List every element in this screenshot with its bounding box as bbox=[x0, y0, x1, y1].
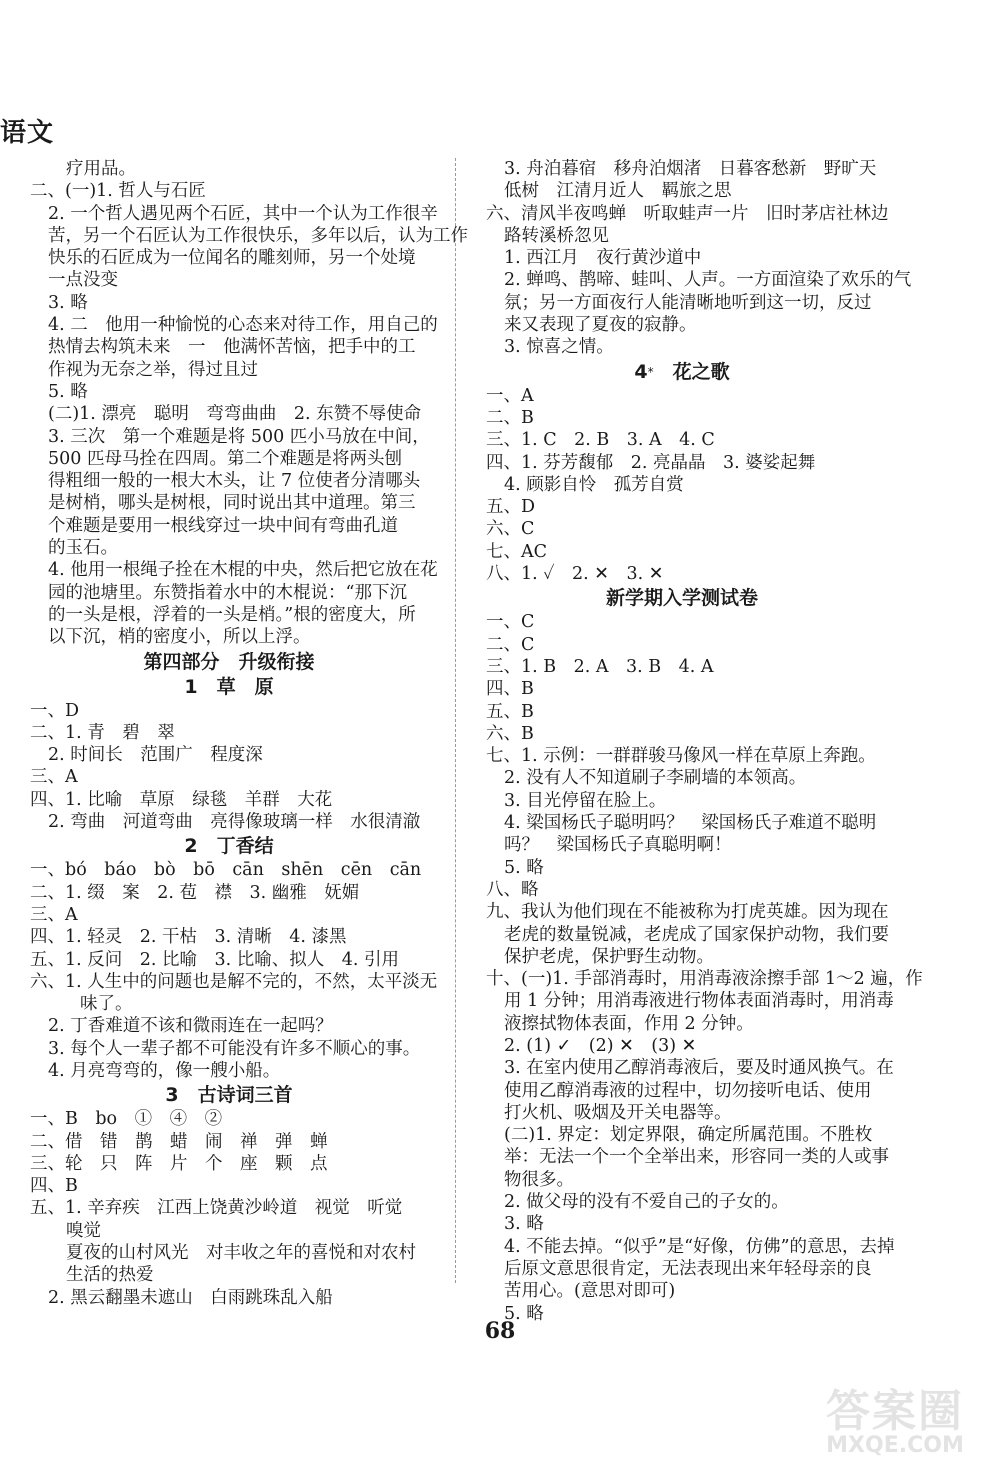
answer-line: 4. 顾影自怜 孤芳自赏 bbox=[504, 474, 684, 495]
answer-line: 5. 略 bbox=[48, 381, 88, 402]
answer-line: (二)1. 漂亮 聪明 弯弯曲曲 2. 东赞不辱使命 bbox=[48, 404, 422, 425]
answer-line: 3. 略 bbox=[504, 1214, 544, 1235]
answer-line: 苦，另一个石匠认为工作很快乐，多年以后，认为工作 bbox=[48, 225, 468, 246]
answer-line: 四、1. 芬芳馥郁 2. 亮晶晶 3. 婆娑起舞 bbox=[486, 452, 816, 473]
answer-line: 1. 西江月 夜行黄沙道中 bbox=[504, 248, 702, 269]
answer-line: (二)1. 界定：划定界限，确定所属范围。不胜枚 bbox=[504, 1125, 873, 1146]
answer-line: 个难题是要用一根线穿过一块中间有弯曲孔道 bbox=[48, 515, 398, 536]
answer-line: 3. 目光停留在脸上。 bbox=[504, 790, 667, 811]
answer-line: 2. 弯曲 河道弯曲 亮得像玻璃一样 水很清澈 bbox=[48, 812, 421, 833]
answer-line: 六、清风半夜鸣蝉 听取蛙声一片 旧时茅店社林边 bbox=[486, 203, 889, 224]
answer-line: 一、bó báo bò bō cān shēn cēn cān bbox=[30, 860, 422, 881]
watermark-url: MXQE.COM bbox=[826, 1433, 964, 1458]
answer-line: 后原文意思很肯定，无法表现出来年轻母亲的良 bbox=[504, 1258, 872, 1279]
answer-line: 路转溪桥忽见 bbox=[504, 225, 609, 246]
answer-line: 来又表现了夏夜的寂静。 bbox=[504, 315, 697, 336]
answer-line: 疗用品。 bbox=[66, 159, 136, 179]
answer-line: 三、A bbox=[30, 767, 78, 788]
answer-line: 以下沉，梢的密度小，所以上浮。 bbox=[48, 627, 311, 648]
answer-line: 2. 黑云翻墨未遮山 白雨跳珠乱入船 bbox=[48, 1287, 333, 1308]
answer-line: 使用乙醇消毒液的过程中，切勿接听电话、使用 bbox=[504, 1080, 872, 1101]
answer-line: 500 匹母马拴在四周。第二个难题是将两头刨 bbox=[48, 448, 402, 469]
answer-line: 的一头是根，浮着的一头是梢。”根的密度大，所 bbox=[48, 604, 416, 625]
answer-line: 4. 月亮弯弯的，像一艘小船。 bbox=[48, 1060, 281, 1081]
answer-line: 5. 略 bbox=[504, 857, 544, 878]
answer-line: 2. 做父母的没有不爱自己的子女的。 bbox=[504, 1192, 789, 1213]
answer-line: 2. 没有人不知道刷子李刷墙的本领高。 bbox=[504, 768, 807, 789]
answer-line: 一、C bbox=[486, 612, 535, 633]
answer-line: 2. 丁香难道不该和微雨连在一起吗？ bbox=[48, 1016, 333, 1037]
answer-line: 七、1. 示例：一群群骏马像风一样在草原上奔跑。 bbox=[486, 746, 876, 767]
answer-line: 六、1. 人生中的问题也是解不完的，不然，太平淡无 bbox=[30, 971, 438, 992]
section-heading: 2 丁香结 bbox=[184, 835, 274, 858]
answer-line: 六、C bbox=[486, 519, 535, 540]
answer-line: 2. 时间长 范围广 程度深 bbox=[48, 745, 263, 766]
answer-line: 园的池塘里。东赞指着水中的木棍说：“那下沉 bbox=[48, 582, 407, 603]
answer-line: 八、1. ✓ 2. ✕ 3. ✕ bbox=[486, 564, 664, 585]
answer-line: 七、AC bbox=[486, 541, 548, 562]
answer-line: 的玉石。 bbox=[48, 538, 118, 559]
section-heading: 第四部分 升级衔接 bbox=[143, 650, 315, 673]
answer-line: 二、(一)1. 哲人与石匠 bbox=[30, 181, 206, 202]
answer-line: 4. 他用一根绳子拴在木棍的中央，然后把它放在花 bbox=[48, 560, 438, 581]
answer-line: 三、1. C 2. B 3. A 4. C bbox=[486, 430, 715, 451]
answer-line: 二、C bbox=[486, 634, 535, 655]
answer-line: 4. 二 他用一种愉悦的心态来对待工作，用自己的 bbox=[48, 315, 438, 336]
answer-line: 四、B bbox=[30, 1176, 78, 1197]
answer-line: 2. 蝉鸣、鹊啼、蛙叫、人声。一方面渲染了欢乐的气 bbox=[504, 270, 912, 291]
answer-line: 低树 江清月近人 羁旅之思 bbox=[504, 181, 732, 202]
answer-line: 吗？ 梁国杨氏子真聪明啊！ bbox=[504, 835, 732, 856]
answer-line: 九、我认为他们现在不能被称为打虎英雄。因为现在 bbox=[486, 902, 889, 923]
answer-line: 五、1. 辛弃疾 江西上饶黄沙岭道 视觉 听觉 bbox=[30, 1198, 403, 1219]
answer-line: 一、B bo ① ④ ② bbox=[30, 1109, 223, 1130]
answer-line: 3. 略 bbox=[48, 292, 88, 313]
answer-line: 2. 一个哲人遇见两个石匠，其中一个认为工作很辛 bbox=[48, 203, 438, 224]
answer-line: 味了。 bbox=[80, 994, 133, 1015]
answer-line: 老虎的数量锐减，老虎成了国家保护动物，我们要 bbox=[504, 924, 889, 945]
answer-line: 氛；另一方面夜行人能清晰地听到这一切，反过 bbox=[504, 292, 872, 313]
answer-line: 二、1. 缀 案 2. 苞 襟 3. 幽雅 妩媚 bbox=[30, 882, 360, 903]
answer-line: 保护老虎，保护野生动物。 bbox=[504, 946, 714, 967]
answer-line: 八、略 bbox=[486, 879, 539, 900]
answer-line: 作视为无奈之举，得过且过 bbox=[48, 359, 258, 380]
answer-line: 举：无法一个一个全举出来，形容同一类的人或事 bbox=[504, 1147, 889, 1168]
answer-line: 四、1. 比喻 草原 绿毯 羊群 大花 bbox=[30, 789, 333, 810]
answer-line: 2. (1) ✓ (2) ✕ (3) ✕ bbox=[504, 1035, 697, 1056]
watermark-text: 答案圈 bbox=[826, 1386, 964, 1437]
page-number: 68 bbox=[484, 1318, 516, 1344]
answer-line: 3. 惊喜之情。 bbox=[504, 337, 614, 358]
subject-title: 语文 bbox=[0, 118, 55, 148]
answer-line: 三、1. B 2. A 3. B 4. A bbox=[486, 656, 714, 677]
answer-line: 二、1. 青 碧 翠 bbox=[30, 722, 175, 743]
answer-line: 快乐的石匠成为一位闻名的雕刻师，另一个处境 bbox=[48, 248, 416, 269]
watermark-logo bbox=[800, 1375, 990, 1465]
answer-line: 5. 略 bbox=[504, 1303, 544, 1324]
right-answer-column bbox=[486, 158, 923, 1325]
answer-line: 二、借 错 鹊 蜡 闹 禅 弹 蝉 bbox=[30, 1131, 328, 1152]
answer-line: 嗅觉 bbox=[66, 1220, 101, 1241]
answer-line: 液擦拭物体表面，作用 2 分钟。 bbox=[504, 1013, 754, 1034]
section-heading: 4* 花之歌 bbox=[634, 360, 730, 383]
answer-line: 四、1. 轻灵 2. 干枯 3. 清晰 4. 漆黑 bbox=[30, 927, 347, 948]
answer-line: 五、D bbox=[486, 497, 536, 518]
answer-line: 3. 每个人一辈子都不可能没有许多不顺心的事。 bbox=[48, 1038, 421, 1059]
answer-line: 一、A bbox=[486, 385, 534, 406]
answer-line: 4. 梁国杨氏子聪明吗？ 梁国杨氏子难道不聪明 bbox=[504, 813, 877, 834]
answer-line: 热情去构筑未来 一 他满怀苦恼，把手中的工 bbox=[48, 337, 416, 358]
column-divider bbox=[455, 158, 456, 1283]
section-heading: 3 古诗词三首 bbox=[165, 1084, 293, 1107]
answer-line: 四、B bbox=[486, 679, 534, 700]
section-heading: 1 草 原 bbox=[184, 675, 274, 698]
answer-line: 六、B bbox=[486, 723, 534, 744]
answer-line: 3. 三次 第一个难题是将 500 匹小马放在中间， bbox=[48, 426, 430, 447]
answer-line: 三、A bbox=[30, 904, 78, 925]
answer-line: 五、1. 反问 2. 比喻 3. 比喻、拟人 4. 引用 bbox=[30, 949, 400, 970]
answer-line: 五、B bbox=[486, 701, 534, 722]
answer-line: 用 1 分钟；用消毒液进行物体表面消毒时，用消毒 bbox=[504, 991, 894, 1012]
answer-line: 一、D bbox=[30, 700, 80, 721]
answer-line: 三、轮 只 阵 片 个 座 颗 点 bbox=[30, 1153, 328, 1174]
answer-line: 一点没变 bbox=[48, 270, 118, 291]
answer-line: 打火机、吸烟及开关电器等。 bbox=[504, 1102, 732, 1123]
answer-line: 是树梢，哪头是树根，同时说出其中道理。第三 bbox=[48, 493, 416, 514]
answer-line: 得粗细一般的一根大木头，让 7 位使者分清哪头 bbox=[48, 471, 421, 492]
optional-lesson-mark: * bbox=[647, 364, 654, 379]
answer-line: 4. 不能去掉。“似乎”是“好像，仿佛”的意思，去掉 bbox=[504, 1236, 895, 1257]
left-answer-column bbox=[30, 158, 468, 1309]
answer-line: 生活的热爱 bbox=[66, 1265, 154, 1286]
answer-line: 3. 在室内使用乙醇消毒液后，要及时通风换气。在 bbox=[504, 1058, 894, 1079]
answer-line: 苦用心。(意思对即可) bbox=[504, 1281, 676, 1302]
answer-line: 二、B bbox=[486, 407, 534, 428]
section-heading: 新学期入学测试卷 bbox=[605, 587, 758, 610]
answer-line: 十、(一)1. 手部消毒时，用消毒液涂擦手部 1～2 遍，作 bbox=[486, 969, 923, 990]
answer-line: 3. 舟泊暮宿 移舟泊烟渚 日暮客愁新 野旷天 bbox=[504, 159, 877, 179]
answer-line: 物很多。 bbox=[504, 1169, 574, 1190]
answer-line: 夏夜的山村风光 对丰收之年的喜悦和对农村 bbox=[66, 1243, 416, 1264]
